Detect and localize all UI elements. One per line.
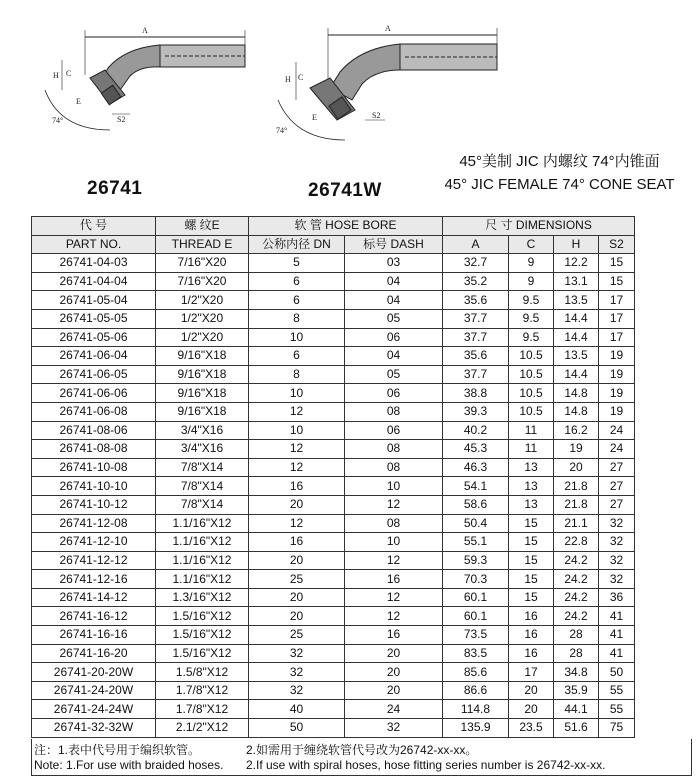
cell-part-no: 26741-12-08 — [32, 514, 156, 533]
cell-dim-h: 14.8 — [554, 402, 599, 421]
cell-dn: 10 — [249, 421, 345, 440]
cell-dash: 08 — [345, 402, 443, 421]
table-row — [32, 328, 693, 347]
cell-dim-c: 15 — [509, 514, 554, 533]
cell-thread: 1.3/16"X12 — [156, 588, 249, 607]
cell-dim-s2: 36 — [599, 588, 635, 607]
header-h: H — [554, 235, 599, 254]
table-row — [32, 402, 693, 421]
cell-thread: 2.1/2"X12 — [156, 719, 249, 738]
table-row — [32, 477, 693, 496]
cell-dim-s2: 17 — [599, 309, 635, 328]
cell-dim-s2: 32 — [599, 533, 635, 552]
cell-part-no: 26741-05-05 — [32, 309, 156, 328]
dim-a-label: A — [142, 26, 148, 35]
cell-dim-h: 14.4 — [554, 365, 599, 384]
cell-thread: 1.7/8"X12 — [156, 681, 249, 700]
cell-dim-s2: 41 — [599, 626, 635, 645]
cell-dn: 25 — [249, 626, 345, 645]
cell-dn: 8 — [249, 309, 345, 328]
cell-dn: 5 — [249, 254, 345, 273]
cell-dim-s2: 19 — [599, 347, 635, 366]
cell-thread: 9/16"X18 — [156, 347, 249, 366]
cell-part-no: 26741-16-16 — [32, 626, 156, 645]
cell-dim-c: 9 — [509, 272, 554, 291]
cell-dim-a: 60.1 — [443, 588, 509, 607]
cell-dim-a: 60.1 — [443, 607, 509, 626]
cell-dash: 24 — [345, 700, 443, 719]
cell-dim-c: 16 — [509, 607, 554, 626]
cell-dim-a: 85.6 — [443, 663, 509, 682]
cell-part-no: 26741-06-08 — [32, 402, 156, 421]
cell-dn: 20 — [249, 607, 345, 626]
cell-dim-h: 13.1 — [554, 272, 599, 291]
cell-dash: 12 — [345, 495, 443, 514]
cell-part-no: 26741-04-03 — [32, 254, 156, 273]
title-chinese: 45°美制 JIC 内螺纹 74°内锥面 — [459, 153, 660, 170]
note-cn-1: 注：1.表中代号用于编织软管。 — [34, 743, 201, 757]
cell-dash: 10 — [345, 533, 443, 552]
cell-dim-s2: 55 — [599, 681, 635, 700]
cell-dn: 12 — [249, 402, 345, 421]
dim-e-label: E — [76, 97, 81, 106]
table-row — [32, 588, 693, 607]
cell-dim-a: 45.3 — [443, 440, 509, 459]
cell-part-no: 26741-08-06 — [32, 421, 156, 440]
cell-part-no: 26741-16-20 — [32, 644, 156, 663]
dim-e-label-w: E — [312, 113, 317, 122]
header-thread-en: THREAD E — [156, 235, 249, 254]
cell-dn: 6 — [249, 272, 345, 291]
cell-dim-h: 14.8 — [554, 384, 599, 403]
cell-dash: 04 — [345, 272, 443, 291]
cell-dim-h: 16.2 — [554, 421, 599, 440]
cell-dash: 04 — [345, 291, 443, 310]
table-row — [32, 700, 693, 719]
cell-part-no: 26741-10-12 — [32, 495, 156, 514]
cell-dash: 06 — [345, 421, 443, 440]
cell-part-no: 26741-20-20W — [32, 663, 156, 682]
cell-dim-c: 15 — [509, 551, 554, 570]
cell-thread: 1.7/8"X12 — [156, 700, 249, 719]
cell-dim-c: 9.5 — [509, 309, 554, 328]
cell-dash: 06 — [345, 384, 443, 403]
cell-dim-h: 44.1 — [554, 700, 599, 719]
cell-dim-c: 20 — [509, 681, 554, 700]
cell-thread: 1.1/16"X12 — [156, 570, 249, 589]
table-row — [32, 644, 693, 663]
dimensions-table — [31, 216, 693, 738]
cell-dn: 16 — [249, 533, 345, 552]
header-s2: S2 — [599, 235, 635, 254]
cell-dn: 6 — [249, 291, 345, 310]
cell-dim-s2: 17 — [599, 291, 635, 310]
cell-dash: 20 — [345, 663, 443, 682]
cell-dash: 12 — [345, 607, 443, 626]
cell-thread: 1.5/8"X12 — [156, 663, 249, 682]
dim-h-label: H — [53, 71, 59, 80]
table-row — [32, 551, 693, 570]
cell-dim-h: 21.8 — [554, 495, 599, 514]
header-dash: 标号 DASH — [345, 235, 443, 254]
cell-thread: 1.1/16"X12 — [156, 551, 249, 570]
cell-dash: 12 — [345, 588, 443, 607]
cell-dash: 05 — [345, 309, 443, 328]
cell-dim-c: 13 — [509, 458, 554, 477]
note-row-en — [34, 758, 606, 772]
dim-s2-label: S2 — [117, 115, 126, 124]
dim-c-label: C — [66, 69, 72, 78]
cell-dim-c: 10.5 — [509, 347, 554, 366]
cell-dim-c: 10.5 — [509, 402, 554, 421]
table-row — [32, 663, 693, 682]
cell-dim-s2: 50 — [599, 663, 635, 682]
cell-dim-c: 11 — [509, 440, 554, 459]
cell-dim-s2: 19 — [599, 365, 635, 384]
cell-dim-c: 11 — [509, 421, 554, 440]
cell-dash: 05 — [345, 365, 443, 384]
cell-part-no: 26741-14-12 — [32, 588, 156, 607]
cell-dash: 12 — [345, 551, 443, 570]
title-english: 45° JIC FEMALE 74° CONE SEAT — [444, 176, 675, 193]
cell-thread: 1.1/16"X12 — [156, 514, 249, 533]
cell-part-no: 26741-12-10 — [32, 533, 156, 552]
cell-dash: 16 — [345, 626, 443, 645]
cell-dim-s2: 24 — [599, 440, 635, 459]
cell-dim-s2: 15 — [599, 272, 635, 291]
cell-dn: 16 — [249, 477, 345, 496]
cell-dim-a: 83.5 — [443, 644, 509, 663]
cell-dim-c: 10.5 — [509, 384, 554, 403]
cell-dn: 32 — [249, 663, 345, 682]
cell-dim-c: 9.5 — [509, 291, 554, 310]
cell-dim-h: 20 — [554, 458, 599, 477]
cell-dim-a: 58.6 — [443, 495, 509, 514]
table-row — [32, 365, 693, 384]
cell-dim-h: 28 — [554, 626, 599, 645]
cell-thread: 3/4"X16 — [156, 440, 249, 459]
cell-dash: 08 — [345, 440, 443, 459]
part-label-26741: 26741 — [87, 178, 143, 199]
cell-thread: 1/2"X20 — [156, 328, 249, 347]
cell-thread: 7/8"X14 — [156, 477, 249, 496]
cell-dash: 10 — [345, 477, 443, 496]
cell-dn: 12 — [249, 458, 345, 477]
table-row — [32, 440, 693, 459]
cell-thread: 1.1/16"X12 — [156, 533, 249, 552]
table-row — [32, 384, 693, 403]
cell-dn: 40 — [249, 700, 345, 719]
cell-dn: 12 — [249, 514, 345, 533]
cell-dash: 08 — [345, 514, 443, 533]
cell-dim-h: 19 — [554, 440, 599, 459]
cell-part-no: 26741-06-06 — [32, 384, 156, 403]
drawing-26741 — [45, 26, 245, 130]
header-c: C — [509, 235, 554, 254]
cell-thread: 7/16"X20 — [156, 254, 249, 273]
cell-dim-a: 38.8 — [443, 384, 509, 403]
cell-dim-h: 14.4 — [554, 328, 599, 347]
cell-dim-s2: 27 — [599, 458, 635, 477]
header-part-no: PART NO. — [32, 235, 156, 254]
cell-part-no: 26741-24-24W — [32, 700, 156, 719]
cell-dim-a: 32.7 — [443, 254, 509, 273]
cell-dim-s2: 75 — [599, 719, 635, 738]
cell-dim-a: 86.6 — [443, 681, 509, 700]
cell-dim-s2: 15 — [599, 254, 635, 273]
header-hose-bore: 软 管 HOSE BORE — [249, 217, 443, 236]
cell-dim-h: 13.5 — [554, 347, 599, 366]
cell-dn: 20 — [249, 495, 345, 514]
cell-dim-s2: 32 — [599, 570, 635, 589]
cell-dn: 25 — [249, 570, 345, 589]
cell-dn: 32 — [249, 644, 345, 663]
dim-a-label-w: A — [385, 24, 391, 33]
cell-thread: 1/2"X20 — [156, 291, 249, 310]
cell-dim-h: 12.2 — [554, 254, 599, 273]
cell-dim-s2: 55 — [599, 700, 635, 719]
dim-c-label-w: C — [298, 73, 304, 82]
header-dimensions: 尺 寸 DIMENSIONS — [443, 217, 635, 236]
table-row — [32, 458, 693, 477]
cell-dim-h: 14.4 — [554, 309, 599, 328]
cell-dim-s2: 27 — [599, 495, 635, 514]
table-row — [32, 347, 693, 366]
cell-part-no: 26741-05-06 — [32, 328, 156, 347]
cell-dn: 10 — [249, 384, 345, 403]
cell-dim-a: 46.3 — [443, 458, 509, 477]
cell-dim-a: 35.6 — [443, 291, 509, 310]
cell-part-no: 26741-10-08 — [32, 458, 156, 477]
cell-dim-c: 16 — [509, 626, 554, 645]
cell-dim-c: 15 — [509, 570, 554, 589]
cell-thread: 1.5/16"X12 — [156, 644, 249, 663]
cell-dim-h: 35.9 — [554, 681, 599, 700]
cell-dash: 04 — [345, 347, 443, 366]
cell-dim-c: 15 — [509, 533, 554, 552]
cell-dim-h: 21.1 — [554, 514, 599, 533]
cell-part-no: 26741-12-16 — [32, 570, 156, 589]
cell-dim-a: 37.7 — [443, 309, 509, 328]
cell-dim-a: 70.3 — [443, 570, 509, 589]
header-thread-cn: 螺 纹E — [156, 217, 249, 236]
cell-dim-h: 13.5 — [554, 291, 599, 310]
cell-dn: 12 — [249, 440, 345, 459]
drawing-26741w — [276, 24, 497, 140]
cell-dash: 03 — [345, 254, 443, 273]
cell-dim-a: 35.6 — [443, 347, 509, 366]
note-cn-2: 2.如需用于缠绕软管代号改为26742-xx-xx。 — [246, 743, 478, 757]
cell-part-no: 26741-10-10 — [32, 477, 156, 496]
cell-dim-h: 51.6 — [554, 719, 599, 738]
notes-box — [31, 739, 692, 776]
cell-dim-a: 54.1 — [443, 477, 509, 496]
cell-dn: 6 — [249, 347, 345, 366]
cell-part-no: 26741-06-04 — [32, 347, 156, 366]
cell-dim-s2: 17 — [599, 328, 635, 347]
cell-dim-c: 9.5 — [509, 328, 554, 347]
cell-thread: 1/2"X20 — [156, 309, 249, 328]
table-row — [32, 719, 693, 738]
table-row — [32, 309, 693, 328]
cell-dash: 06 — [345, 328, 443, 347]
cell-dim-h: 24.2 — [554, 607, 599, 626]
cell-part-no: 26741-24-20W — [32, 681, 156, 700]
cell-dim-h: 24.2 — [554, 570, 599, 589]
cell-dim-c: 17 — [509, 663, 554, 682]
dim-s2-label-w: S2 — [372, 111, 381, 120]
cell-dim-s2: 27 — [599, 477, 635, 496]
cell-thread: 3/4"X16 — [156, 421, 249, 440]
table-row — [32, 607, 693, 626]
cell-dim-a: 37.7 — [443, 365, 509, 384]
header-code-cn: 代 号 — [32, 217, 156, 236]
cell-dim-h: 24.2 — [554, 551, 599, 570]
cell-dim-c: 13 — [509, 477, 554, 496]
header-a: A — [443, 235, 509, 254]
cell-thread: 7/8"X14 — [156, 458, 249, 477]
cell-thread: 9/16"X18 — [156, 402, 249, 421]
table-row — [32, 272, 693, 291]
cell-dim-c: 13 — [509, 495, 554, 514]
cell-dash: 16 — [345, 570, 443, 589]
cell-dim-h: 21.8 — [554, 477, 599, 496]
cell-dash: 20 — [345, 644, 443, 663]
cell-dn: 32 — [249, 681, 345, 700]
header-dn: 公称内径 DN — [249, 235, 345, 254]
cell-dim-h: 24.2 — [554, 588, 599, 607]
cell-dim-c: 15 — [509, 588, 554, 607]
cell-dim-h: 22.8 — [554, 533, 599, 552]
cell-part-no: 26741-12-12 — [32, 551, 156, 570]
note-en-1: Note: 1.For use with braided hoses. — [34, 758, 224, 772]
table-row — [32, 570, 693, 589]
cell-dim-s2: 41 — [599, 644, 635, 663]
cell-thread: 9/16"X18 — [156, 365, 249, 384]
table-row — [32, 254, 693, 273]
cell-dim-a: 59.3 — [443, 551, 509, 570]
cell-dash: 20 — [345, 681, 443, 700]
part-label-26741w: 26741W — [308, 180, 382, 201]
cell-dim-h: 28 — [554, 644, 599, 663]
cell-part-no: 26741-08-08 — [32, 440, 156, 459]
note-en-2: 2.If use with spiral hoses, hose fitting series number is 26742-xx-xx. — [246, 758, 606, 772]
cell-dim-c: 9 — [509, 254, 554, 273]
cell-part-no: 26741-32-32W — [32, 719, 156, 738]
cell-dim-a: 135.9 — [443, 719, 509, 738]
cell-dash: 08 — [345, 458, 443, 477]
cell-dim-s2: 41 — [599, 607, 635, 626]
cell-dim-s2: 32 — [599, 551, 635, 570]
note-row-cn — [34, 741, 478, 758]
cell-dim-c: 16 — [509, 644, 554, 663]
cell-thread: 9/16"X18 — [156, 384, 249, 403]
cell-dim-a: 73.5 — [443, 626, 509, 645]
table-row — [32, 681, 693, 700]
cell-dn: 20 — [249, 588, 345, 607]
table-row — [32, 533, 693, 552]
cell-thread: 1.5/16"X12 — [156, 607, 249, 626]
cell-dn: 50 — [249, 719, 345, 738]
cell-part-no: 26741-05-04 — [32, 291, 156, 310]
cell-thread: 1.5/16"X12 — [156, 626, 249, 645]
cell-dim-s2: 19 — [599, 402, 635, 421]
table-row — [32, 291, 693, 310]
table-row — [32, 626, 693, 645]
cell-part-no: 26741-04-04 — [32, 272, 156, 291]
cell-dim-c: 20 — [509, 700, 554, 719]
dim-h-label-w: H — [285, 75, 291, 84]
cell-dim-s2: 32 — [599, 514, 635, 533]
cell-thread: 7/8"X14 — [156, 495, 249, 514]
cell-dim-a: 35.2 — [443, 272, 509, 291]
cell-dim-s2: 24 — [599, 421, 635, 440]
cell-dim-h: 34.8 — [554, 663, 599, 682]
table-row — [32, 421, 693, 440]
cell-dim-c: 23.5 — [509, 719, 554, 738]
cell-dim-c: 10.5 — [509, 365, 554, 384]
table-row — [32, 495, 693, 514]
cell-dn: 20 — [249, 551, 345, 570]
angle-label: 74° — [52, 116, 64, 125]
angle-label-w: 74° — [276, 126, 288, 135]
cell-dim-a: 114.8 — [443, 700, 509, 719]
cell-dim-a: 37.7 — [443, 328, 509, 347]
cell-dim-a: 39.3 — [443, 402, 509, 421]
cell-dn: 8 — [249, 365, 345, 384]
cell-dash: 32 — [345, 719, 443, 738]
cell-dim-a: 50.4 — [443, 514, 509, 533]
cell-part-no: 26741-06-05 — [32, 365, 156, 384]
cell-thread: 7/16"X20 — [156, 272, 249, 291]
cell-part-no: 26741-16-12 — [32, 607, 156, 626]
cell-dim-a: 40.2 — [443, 421, 509, 440]
table-row — [32, 514, 693, 533]
cell-dn: 10 — [249, 328, 345, 347]
cell-dim-s2: 19 — [599, 384, 635, 403]
cell-dim-a: 55.1 — [443, 533, 509, 552]
